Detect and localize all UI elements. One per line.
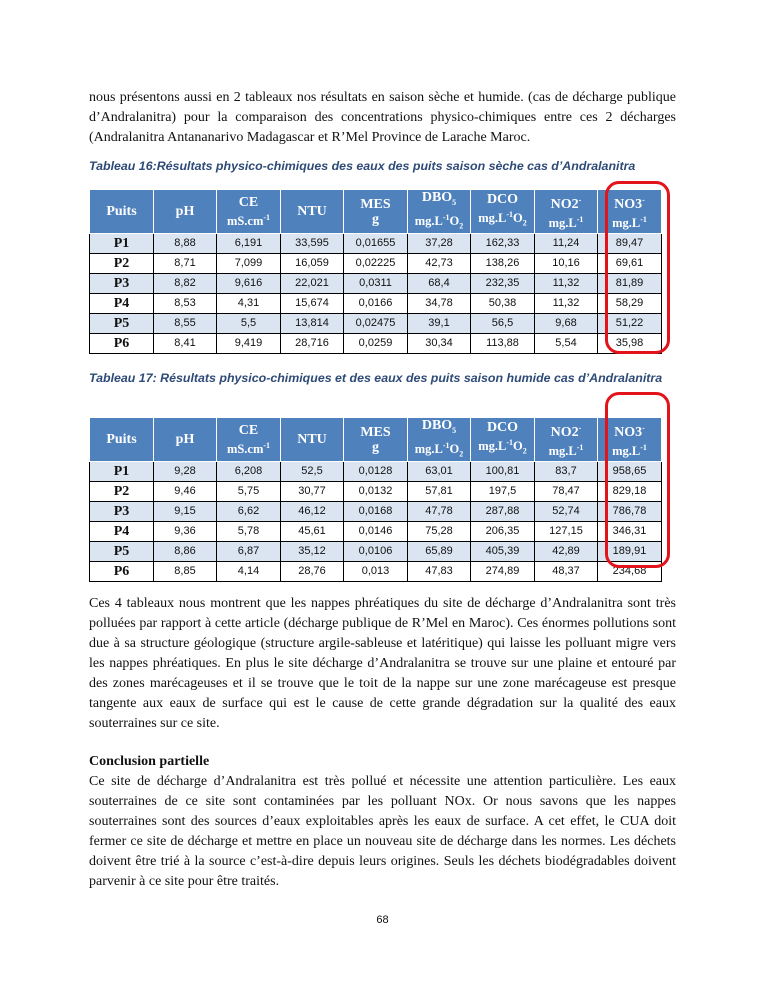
- value-cell: 197,5: [471, 482, 535, 502]
- value-cell: 0,02225: [344, 254, 408, 274]
- value-cell: 58,29: [598, 294, 662, 314]
- value-cell: 5,54: [535, 334, 598, 354]
- header-dco: DCO $mg.L^{-1}O_2$: [471, 418, 535, 462]
- value-cell: 274,89: [471, 562, 535, 582]
- value-cell: 28,716: [281, 334, 344, 354]
- value-cell: 42,73: [408, 254, 471, 274]
- value-cell: 189,91: [598, 542, 662, 562]
- value-cell: 100,81: [471, 462, 535, 482]
- value-cell: 42,89: [535, 542, 598, 562]
- value-cell: 5,75: [217, 482, 281, 502]
- conclusion-heading: Conclusion partielle: [89, 754, 210, 769]
- value-cell: 50,38: [471, 294, 535, 314]
- value-cell: 35,98: [598, 334, 662, 354]
- header-puits: Puits: [90, 190, 154, 234]
- header-ph: pH: [154, 190, 217, 234]
- value-cell: 30,34: [408, 334, 471, 354]
- page-number: 68: [376, 914, 389, 926]
- value-cell: 56,5: [471, 314, 535, 334]
- value-cell: 9,28: [154, 462, 217, 482]
- header-mes: MES g: [344, 190, 408, 234]
- value-cell: 10,16: [535, 254, 598, 274]
- value-cell: 81,89: [598, 274, 662, 294]
- value-cell: 15,674: [281, 294, 344, 314]
- header-dco: DCO $mg.L^{-1}O_2$: [471, 190, 535, 234]
- value-cell: 11,32: [535, 274, 598, 294]
- well-id-cell: P2: [90, 254, 154, 274]
- header-dbo5: $DBO_5$ $mg.L^{-1}O_2$: [408, 418, 471, 462]
- table-row: [90, 502, 662, 522]
- value-cell: 0,02475: [344, 314, 408, 334]
- well-id-cell: P1: [90, 462, 154, 482]
- value-cell: 138,26: [471, 254, 535, 274]
- value-cell: 9,616: [217, 274, 281, 294]
- value-cell: 0,0146: [344, 522, 408, 542]
- header-dbo5: $DBO_5$ $mg.L^{-1}O_2$: [408, 190, 471, 234]
- value-cell: 45,61: [281, 522, 344, 542]
- value-cell: 0,0106: [344, 542, 408, 562]
- header-ntu: NTU: [281, 190, 344, 234]
- value-cell: 34,78: [408, 294, 471, 314]
- value-cell: 162,33: [471, 234, 535, 254]
- header-ce: CE $mS.cm^{-1}$: [217, 190, 281, 234]
- header-no2: NO2- $mg.L^{-1}$: [535, 418, 598, 462]
- value-cell: 9,68: [535, 314, 598, 334]
- table-row: [90, 314, 662, 334]
- well-id-cell: P4: [90, 294, 154, 314]
- value-cell: 8,55: [154, 314, 217, 334]
- value-cell: 287,88: [471, 502, 535, 522]
- discussion-paragraph: Ces 4 tableaux nous montrent que les nappes phréatiques du site de décharge d’Andralanitra sont très polluées par rapport à cette article (décharge publique de R’Mel en Maroc). Ces énormes pollutions sont due à sa structure géologique (structure argile-sableuse et latéritique) qui laisse les polluant migre vers les nappes phréatiques. En plus le site décharge d’Andralanitra se trouve sur une plaine et entouré par des zones marécageuses et il se trouve que le toit de la nappe sur une zone marécageuse est presque tangente aux eaux de surface qui est le cause de cette grande dégradation sur la qualité des eaux souterraines sur ce site.: [89, 596, 676, 731]
- table-row: [90, 542, 662, 562]
- value-cell: 30,77: [281, 482, 344, 502]
- value-cell: 346,31: [598, 522, 662, 542]
- value-cell: 9,36: [154, 522, 217, 542]
- value-cell: 6,208: [217, 462, 281, 482]
- table16-header-row: [90, 190, 662, 234]
- value-cell: 46,12: [281, 502, 344, 522]
- table16-dry-season: [89, 189, 662, 354]
- table17-wet-season: [89, 417, 662, 582]
- value-cell: 28,76: [281, 562, 344, 582]
- well-id-cell: P6: [90, 334, 154, 354]
- value-cell: 0,0132: [344, 482, 408, 502]
- value-cell: 0,0128: [344, 462, 408, 482]
- table16-caption: Tableau 16:Résultats physico-chimiques des eaux des puits saison sèche cas d’Andralanitra: [89, 159, 636, 173]
- table17-caption: Tableau 17: Résultats physico-chimiques et des eaux des puits saison humide cas d’Andralanitra: [89, 371, 663, 385]
- value-cell: 127,15: [535, 522, 598, 542]
- value-cell: 0,0259: [344, 334, 408, 354]
- table-row: [90, 294, 662, 314]
- value-cell: 234,68: [598, 562, 662, 582]
- value-cell: 57,81: [408, 482, 471, 502]
- well-id-cell: P2: [90, 482, 154, 502]
- value-cell: 6,191: [217, 234, 281, 254]
- well-id-cell: P3: [90, 502, 154, 522]
- value-cell: 5,78: [217, 522, 281, 542]
- value-cell: 13,814: [281, 314, 344, 334]
- value-cell: 63,01: [408, 462, 471, 482]
- value-cell: 113,88: [471, 334, 535, 354]
- value-cell: 11,24: [535, 234, 598, 254]
- value-cell: 11,32: [535, 294, 598, 314]
- table-row: [90, 274, 662, 294]
- value-cell: 9,46: [154, 482, 217, 502]
- value-cell: 39,1: [408, 314, 471, 334]
- value-cell: 4,14: [217, 562, 281, 582]
- value-cell: 51,22: [598, 314, 662, 334]
- value-cell: 9,419: [217, 334, 281, 354]
- intro-paragraph: nous présentons aussi en 2 tableaux nos résultats en saison sèche et humide. (cas de décharge publique d’Andralanitra) pour la comparaison des concentrations physico-chimiques entre ces 2 décharges (Andralanitra Antananarivo Madagascar et R’Mel Province de Larache Maroc.: [89, 90, 676, 145]
- value-cell: 83,7: [535, 462, 598, 482]
- well-id-cell: P5: [90, 314, 154, 334]
- table-row: [90, 562, 662, 582]
- value-cell: 37,28: [408, 234, 471, 254]
- value-cell: 8,88: [154, 234, 217, 254]
- table17-header-row: [90, 418, 662, 462]
- value-cell: 8,82: [154, 274, 217, 294]
- well-id-cell: P3: [90, 274, 154, 294]
- value-cell: 0,013: [344, 562, 408, 582]
- value-cell: 47,83: [408, 562, 471, 582]
- header-puits: Puits: [90, 418, 154, 462]
- value-cell: 9,15: [154, 502, 217, 522]
- table-row: [90, 234, 662, 254]
- value-cell: 0,01655: [344, 234, 408, 254]
- value-cell: 958,65: [598, 462, 662, 482]
- header-no3: NO3- $mg.L^{-1}$: [598, 418, 662, 462]
- table-row: [90, 522, 662, 542]
- value-cell: 8,85: [154, 562, 217, 582]
- header-no2: NO2- $mg.L^{-1}$: [535, 190, 598, 234]
- header-ntu: NTU: [281, 418, 344, 462]
- value-cell: 829,18: [598, 482, 662, 502]
- value-cell: 232,35: [471, 274, 535, 294]
- value-cell: 405,39: [471, 542, 535, 562]
- value-cell: 7,099: [217, 254, 281, 274]
- value-cell: 78,47: [535, 482, 598, 502]
- value-cell: 8,71: [154, 254, 217, 274]
- value-cell: 786,78: [598, 502, 662, 522]
- value-cell: 52,5: [281, 462, 344, 482]
- header-ph: pH: [154, 418, 217, 462]
- value-cell: 6,87: [217, 542, 281, 562]
- value-cell: 16,059: [281, 254, 344, 274]
- header-mes: MES g: [344, 418, 408, 462]
- table-row: [90, 482, 662, 502]
- value-cell: 0,0168: [344, 502, 408, 522]
- table-row: [90, 334, 662, 354]
- value-cell: 52,74: [535, 502, 598, 522]
- conclusion-paragraph: Ce site de décharge d’Andralanitra est très pollué et nécessite une attention particulière. Les eaux souterraines de ce site sont contaminées par les polluant NOx. Or nous savons que les nappes souterraines sont des sources d’eaux exploitables après les eaux de surface. A cet effet, le CUA doit fermer ce site de décharge et mettre en place un nouveau site de décharge dans les normes. Les déchets doivent être trié à la source c’est-à-dire depuis leurs origines. Seuls les déchets biodégradables doivent parvenir à ce site pour être traités.: [89, 774, 676, 889]
- value-cell: 68,4: [408, 274, 471, 294]
- value-cell: 0,0311: [344, 274, 408, 294]
- value-cell: 6,62: [217, 502, 281, 522]
- value-cell: 206,35: [471, 522, 535, 542]
- value-cell: 35,12: [281, 542, 344, 562]
- value-cell: 5,5: [217, 314, 281, 334]
- value-cell: 33,595: [281, 234, 344, 254]
- value-cell: 75,28: [408, 522, 471, 542]
- value-cell: 22,021: [281, 274, 344, 294]
- value-cell: 89,47: [598, 234, 662, 254]
- value-cell: 0,0166: [344, 294, 408, 314]
- value-cell: 4,31: [217, 294, 281, 314]
- header-ce: CE $mS.cm^{-1}$: [217, 418, 281, 462]
- value-cell: 47,78: [408, 502, 471, 522]
- value-cell: 69,61: [598, 254, 662, 274]
- well-id-cell: P6: [90, 562, 154, 582]
- value-cell: 8,41: [154, 334, 217, 354]
- value-cell: 65,89: [408, 542, 471, 562]
- header-no3: NO3- $mg.L^{-1}$: [598, 190, 662, 234]
- well-id-cell: P4: [90, 522, 154, 542]
- value-cell: 48,37: [535, 562, 598, 582]
- value-cell: 8,53: [154, 294, 217, 314]
- well-id-cell: P1: [90, 234, 154, 254]
- table-row: [90, 254, 662, 274]
- table-row: [90, 462, 662, 482]
- value-cell: 8,86: [154, 542, 217, 562]
- well-id-cell: P5: [90, 542, 154, 562]
